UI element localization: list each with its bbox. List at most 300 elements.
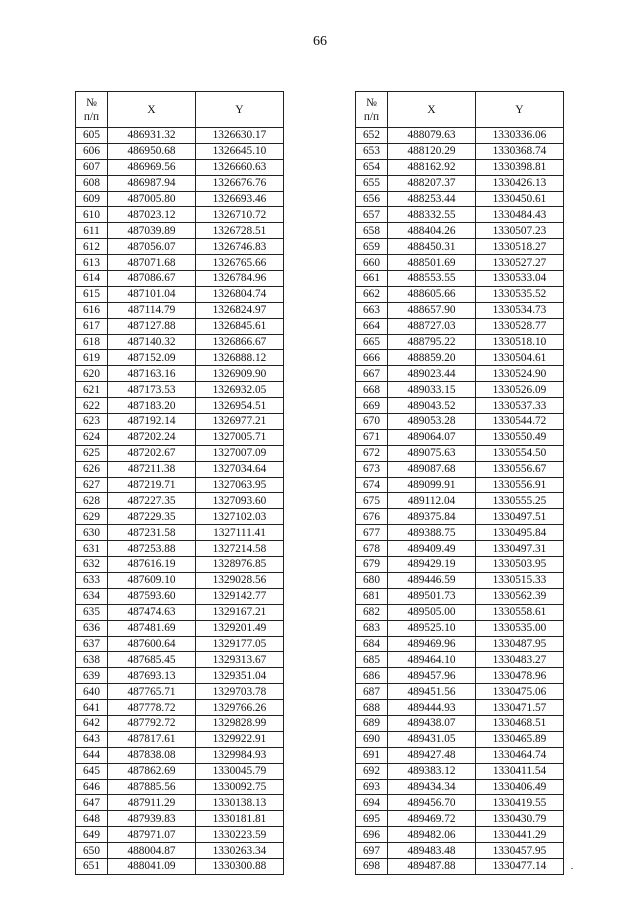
- cell-number: 694: [356, 795, 388, 811]
- table-row: [76, 477, 284, 493]
- cell-x: 489456.70: [388, 795, 476, 811]
- cell-x: 487911.29: [108, 795, 196, 811]
- table-row: [76, 128, 284, 144]
- table-row: [76, 445, 284, 461]
- cell-number: 683: [356, 620, 388, 636]
- cell-number: 656: [356, 191, 388, 207]
- cell-y: 1330406.49: [476, 779, 564, 795]
- cell-x: 486931.32: [108, 128, 196, 144]
- table-row: [356, 414, 564, 430]
- cell-x: 489383.12: [388, 763, 476, 779]
- table-row: [76, 525, 284, 541]
- cell-y: 1330441.29: [476, 827, 564, 843]
- cell-y: 1330526.09: [476, 382, 564, 398]
- cell-y: 1330430.79: [476, 811, 564, 827]
- cell-x: 487229.35: [108, 509, 196, 525]
- cell-number: 641: [76, 700, 108, 716]
- cell-x: 489505.00: [388, 604, 476, 620]
- cell-x: 489464.10: [388, 652, 476, 668]
- cell-number: 676: [356, 509, 388, 525]
- cell-y: 1327111.41: [196, 525, 284, 541]
- header-x: X: [108, 92, 196, 128]
- cell-y: 1327063.95: [196, 477, 284, 493]
- cell-number: 636: [76, 620, 108, 636]
- cell-number: 691: [356, 747, 388, 763]
- table-row: [356, 620, 564, 636]
- table-row: [76, 588, 284, 604]
- table-row: [356, 509, 564, 525]
- cell-x: 487071.68: [108, 255, 196, 271]
- cell-number: 698: [356, 858, 388, 874]
- table-row: [356, 445, 564, 461]
- cell-y: 1330263.34: [196, 843, 284, 859]
- cell-y: 1330478.96: [476, 668, 564, 684]
- cell-x: 488859.20: [388, 350, 476, 366]
- cell-y: 1330138.13: [196, 795, 284, 811]
- table-row: [356, 366, 564, 382]
- cell-y: 1326728.51: [196, 223, 284, 239]
- cell-y: 1330527.27: [476, 255, 564, 271]
- cell-number: 626: [76, 461, 108, 477]
- table-row: [76, 652, 284, 668]
- table-row: [76, 191, 284, 207]
- cell-x: 487616.19: [108, 557, 196, 573]
- cell-y: 1328976.85: [196, 557, 284, 573]
- table-row: [356, 636, 564, 652]
- table-row: [356, 207, 564, 223]
- cell-x: 489457.96: [388, 668, 476, 684]
- table-row: [356, 811, 564, 827]
- table-row: [356, 795, 564, 811]
- table-row: [76, 572, 284, 588]
- cell-x: 488041.09: [108, 858, 196, 874]
- cell-number: 605: [76, 128, 108, 144]
- cell-number: 678: [356, 541, 388, 557]
- cell-y: 1330484.43: [476, 207, 564, 223]
- cell-y: 1330471.57: [476, 700, 564, 716]
- cell-number: 638: [76, 652, 108, 668]
- cell-y: 1326932.05: [196, 382, 284, 398]
- table-header-row: [76, 92, 284, 128]
- cell-y: 1329167.21: [196, 604, 284, 620]
- table-row: [356, 477, 564, 493]
- cell-number: 668: [356, 382, 388, 398]
- cell-number: 618: [76, 334, 108, 350]
- cell-x: 488795.22: [388, 334, 476, 350]
- cell-y: 1329351.04: [196, 668, 284, 684]
- cell-number: 663: [356, 302, 388, 318]
- cell-x: 489434.34: [388, 779, 476, 795]
- table-row: [76, 350, 284, 366]
- table-row: [356, 779, 564, 795]
- cell-number: 645: [76, 763, 108, 779]
- cell-x: 487778.72: [108, 700, 196, 716]
- cell-x: 489487.88: [388, 858, 476, 874]
- cell-y: 1327007.09: [196, 445, 284, 461]
- cell-y: 1326660.63: [196, 159, 284, 175]
- cell-number: 629: [76, 509, 108, 525]
- table-row: [356, 827, 564, 843]
- header-number: [76, 92, 108, 128]
- table-row: [356, 159, 564, 175]
- table-row: [356, 588, 564, 604]
- table-row: [356, 128, 564, 144]
- cell-x: 487474.63: [108, 604, 196, 620]
- cell-y: 1330535.52: [476, 286, 564, 302]
- cell-y: 1326784.96: [196, 271, 284, 287]
- table-row: [356, 175, 564, 191]
- cell-x: 487685.45: [108, 652, 196, 668]
- cell-y: 1330535.00: [476, 620, 564, 636]
- cell-x: 488553.55: [388, 271, 476, 287]
- cell-x: 489043.52: [388, 398, 476, 414]
- header-number-symbol: №: [86, 96, 97, 109]
- cell-y: 1330555.25: [476, 493, 564, 509]
- table-row: [356, 668, 564, 684]
- cell-number: 686: [356, 668, 388, 684]
- cell-x: 488332.55: [388, 207, 476, 223]
- cell-x: 487183.20: [108, 398, 196, 414]
- cell-y: 1329984.93: [196, 747, 284, 763]
- table-row: [76, 159, 284, 175]
- cell-y: 1326693.46: [196, 191, 284, 207]
- table-row: [76, 334, 284, 350]
- cell-y: 1330398.81: [476, 159, 564, 175]
- cell-number: 682: [356, 604, 388, 620]
- cell-number: 672: [356, 445, 388, 461]
- cell-x: 487163.16: [108, 366, 196, 382]
- cell-y: 1330515.33: [476, 572, 564, 588]
- cell-x: 487005.80: [108, 191, 196, 207]
- cell-x: 489482.06: [388, 827, 476, 843]
- cell-y: 1326909.90: [196, 366, 284, 382]
- cell-y: 1330562.39: [476, 588, 564, 604]
- cell-x: 487253.88: [108, 541, 196, 557]
- page-number: 66: [313, 34, 327, 49]
- table-row: [76, 461, 284, 477]
- cell-x: 488253.44: [388, 191, 476, 207]
- cell-number: 609: [76, 191, 108, 207]
- table-row: [356, 398, 564, 414]
- table-row: [356, 747, 564, 763]
- cell-number: 688: [356, 700, 388, 716]
- cell-x: 488605.66: [388, 286, 476, 302]
- cell-x: 487600.64: [108, 636, 196, 652]
- cell-x: 487481.69: [108, 620, 196, 636]
- cell-x: 487838.08: [108, 747, 196, 763]
- cell-y: 1330544.72: [476, 414, 564, 430]
- table-row: [356, 557, 564, 573]
- cell-x: 489469.96: [388, 636, 476, 652]
- cell-number: 611: [76, 223, 108, 239]
- cell-x: 486987.94: [108, 175, 196, 191]
- cell-x: 487231.58: [108, 525, 196, 541]
- cell-y: 1326645.10: [196, 143, 284, 159]
- cell-y: 1330528.77: [476, 318, 564, 334]
- table-row: [356, 143, 564, 159]
- cell-x: 489112.04: [388, 493, 476, 509]
- cell-number: 608: [76, 175, 108, 191]
- cell-number: 685: [356, 652, 388, 668]
- cell-x: 487086.67: [108, 271, 196, 287]
- cell-x: 489501.73: [388, 588, 476, 604]
- cell-number: 658: [356, 223, 388, 239]
- cell-number: 644: [76, 747, 108, 763]
- cell-x: 489431.05: [388, 731, 476, 747]
- cell-number: 687: [356, 684, 388, 700]
- table-row: [76, 414, 284, 430]
- cell-number: 696: [356, 827, 388, 843]
- cell-x: 487939.83: [108, 811, 196, 827]
- coordinates-table-left: [75, 91, 284, 875]
- table-row: [356, 429, 564, 445]
- cell-number: 697: [356, 843, 388, 859]
- cell-y: 1330504.61: [476, 350, 564, 366]
- cell-x: 489429.19: [388, 557, 476, 573]
- table-row: [76, 827, 284, 843]
- cell-x: 488501.69: [388, 255, 476, 271]
- cell-number: 661: [356, 271, 388, 287]
- cell-number: 625: [76, 445, 108, 461]
- cell-y: 1330550.49: [476, 429, 564, 445]
- cell-x: 489427.48: [388, 747, 476, 763]
- cell-x: 487152.09: [108, 350, 196, 366]
- cell-x: 489446.59: [388, 572, 476, 588]
- table-row: [76, 668, 284, 684]
- cell-number: 681: [356, 588, 388, 604]
- cell-number: 690: [356, 731, 388, 747]
- cell-y: 1330507.23: [476, 223, 564, 239]
- table-row: [76, 811, 284, 827]
- cell-y: 1326845.61: [196, 318, 284, 334]
- cell-x: 488207.37: [388, 175, 476, 191]
- cell-y: 1326977.21: [196, 414, 284, 430]
- table-row: [356, 271, 564, 287]
- table-row: [76, 541, 284, 557]
- cell-x: 487211.38: [108, 461, 196, 477]
- cell-number: 621: [76, 382, 108, 398]
- table-row: [356, 525, 564, 541]
- cell-y: 1330475.06: [476, 684, 564, 700]
- table-row: [356, 763, 564, 779]
- cell-number: 652: [356, 128, 388, 144]
- cell-number: 620: [76, 366, 108, 382]
- table-row: [356, 604, 564, 620]
- cell-y: 1330487.95: [476, 636, 564, 652]
- cell-y: 1326804.74: [196, 286, 284, 302]
- table-row: [76, 779, 284, 795]
- cell-x: 487173.53: [108, 382, 196, 398]
- cell-y: 1330223.59: [196, 827, 284, 843]
- table-row: [356, 572, 564, 588]
- cell-x: 487114.79: [108, 302, 196, 318]
- table-row: [76, 318, 284, 334]
- cell-x: 489525.10: [388, 620, 476, 636]
- cell-x: 489451.56: [388, 684, 476, 700]
- cell-number: 642: [76, 715, 108, 731]
- cell-x: 487101.04: [108, 286, 196, 302]
- cell-x: 487192.14: [108, 414, 196, 430]
- table-row: [356, 541, 564, 557]
- cell-y: 1329922.91: [196, 731, 284, 747]
- cell-number: 695: [356, 811, 388, 827]
- coordinates-table-right: [355, 91, 564, 875]
- table-row: [76, 843, 284, 859]
- cell-y: 1326746.83: [196, 239, 284, 255]
- table-row: [76, 398, 284, 414]
- cell-number: 610: [76, 207, 108, 223]
- table-row: [356, 700, 564, 716]
- cell-y: 1330497.51: [476, 509, 564, 525]
- header-number-abbr: п/п: [363, 110, 380, 123]
- cell-x: 489075.63: [388, 445, 476, 461]
- cell-number: 646: [76, 779, 108, 795]
- table-row: [76, 207, 284, 223]
- header-number: [356, 92, 388, 128]
- cell-x: 488657.90: [388, 302, 476, 318]
- table-row: [76, 795, 284, 811]
- cell-number: 637: [76, 636, 108, 652]
- table-row: [76, 715, 284, 731]
- cell-y: 1330558.61: [476, 604, 564, 620]
- cell-number: 615: [76, 286, 108, 302]
- cell-number: 675: [356, 493, 388, 509]
- cell-number: 671: [356, 429, 388, 445]
- cell-number: 693: [356, 779, 388, 795]
- cell-y: 1330464.74: [476, 747, 564, 763]
- cell-number: 665: [356, 334, 388, 350]
- cell-number: 673: [356, 461, 388, 477]
- cell-number: 640: [76, 684, 108, 700]
- cell-x: 486969.56: [108, 159, 196, 175]
- table-row: [356, 731, 564, 747]
- cell-number: 632: [76, 557, 108, 573]
- table-row: [356, 350, 564, 366]
- cell-x: 487127.88: [108, 318, 196, 334]
- table-row: [76, 763, 284, 779]
- cell-x: 489087.68: [388, 461, 476, 477]
- cell-y: 1330477.14: [476, 858, 564, 874]
- cell-x: 489409.49: [388, 541, 476, 557]
- cell-y: 1330411.54: [476, 763, 564, 779]
- table-row: [76, 223, 284, 239]
- cell-x: 489099.91: [388, 477, 476, 493]
- cell-x: 487219.71: [108, 477, 196, 493]
- table-row: [76, 636, 284, 652]
- table-row: [76, 271, 284, 287]
- table-row: [76, 509, 284, 525]
- table-row: [76, 302, 284, 318]
- cell-y: 1327102.03: [196, 509, 284, 525]
- header-y: Y: [196, 92, 284, 128]
- cell-x: 487140.32: [108, 334, 196, 350]
- cell-y: 1330450.61: [476, 191, 564, 207]
- cell-x: 487202.67: [108, 445, 196, 461]
- cell-number: 674: [356, 477, 388, 493]
- cell-x: 489469.72: [388, 811, 476, 827]
- cell-y: 1329142.77: [196, 588, 284, 604]
- table-row: [356, 652, 564, 668]
- table-row: [356, 239, 564, 255]
- cell-y: 1329828.99: [196, 715, 284, 731]
- cell-number: 612: [76, 239, 108, 255]
- cell-y: 1330503.95: [476, 557, 564, 573]
- table-row: [356, 382, 564, 398]
- cell-x: 488079.63: [388, 128, 476, 144]
- cell-y: 1329177.05: [196, 636, 284, 652]
- table-row: [356, 684, 564, 700]
- cell-number: 639: [76, 668, 108, 684]
- cell-x: 489444.93: [388, 700, 476, 716]
- cell-number: 684: [356, 636, 388, 652]
- cell-y: 1330518.27: [476, 239, 564, 255]
- cell-y: 1330368.74: [476, 143, 564, 159]
- cell-x: 487056.07: [108, 239, 196, 255]
- table-row: [76, 382, 284, 398]
- cell-y: 1330300.88: [196, 858, 284, 874]
- cell-number: 635: [76, 604, 108, 620]
- cell-number: 651: [76, 858, 108, 874]
- cell-x: 489438.07: [388, 715, 476, 731]
- table-row: [76, 143, 284, 159]
- cell-number: 692: [356, 763, 388, 779]
- cell-y: 1326676.76: [196, 175, 284, 191]
- cell-y: 1330495.84: [476, 525, 564, 541]
- cell-number: 664: [356, 318, 388, 334]
- table-row: [356, 843, 564, 859]
- cell-number: 616: [76, 302, 108, 318]
- cell-number: 677: [356, 525, 388, 541]
- cell-number: 660: [356, 255, 388, 271]
- cell-number: 606: [76, 143, 108, 159]
- table-row: [356, 461, 564, 477]
- table-row: [76, 700, 284, 716]
- cell-x: 487227.35: [108, 493, 196, 509]
- cell-x: 488727.03: [388, 318, 476, 334]
- table-row: [356, 286, 564, 302]
- table-row: [356, 493, 564, 509]
- cell-y: 1326630.17: [196, 128, 284, 144]
- cell-number: 631: [76, 541, 108, 557]
- table-row: [76, 620, 284, 636]
- cell-x: 487765.71: [108, 684, 196, 700]
- cell-number: 627: [76, 477, 108, 493]
- cell-x: 487971.07: [108, 827, 196, 843]
- table-row: [76, 175, 284, 191]
- table-row: [76, 684, 284, 700]
- table-row: [356, 191, 564, 207]
- table-row: [76, 255, 284, 271]
- table-header-row: [356, 92, 564, 128]
- cell-number: 614: [76, 271, 108, 287]
- cell-number: 657: [356, 207, 388, 223]
- cell-y: 1326765.66: [196, 255, 284, 271]
- cell-x: 487202.24: [108, 429, 196, 445]
- cell-number: 607: [76, 159, 108, 175]
- table-row: [76, 557, 284, 573]
- table-row: [76, 731, 284, 747]
- cell-number: 659: [356, 239, 388, 255]
- cell-x: 489023.44: [388, 366, 476, 382]
- cell-y: 1330537.33: [476, 398, 564, 414]
- cell-y: 1329313.67: [196, 652, 284, 668]
- cell-y: 1326954.51: [196, 398, 284, 414]
- table-body-left: [76, 128, 284, 875]
- cell-number: 670: [356, 414, 388, 430]
- cell-x: 487693.13: [108, 668, 196, 684]
- cell-number: 689: [356, 715, 388, 731]
- cell-y: 1329201.49: [196, 620, 284, 636]
